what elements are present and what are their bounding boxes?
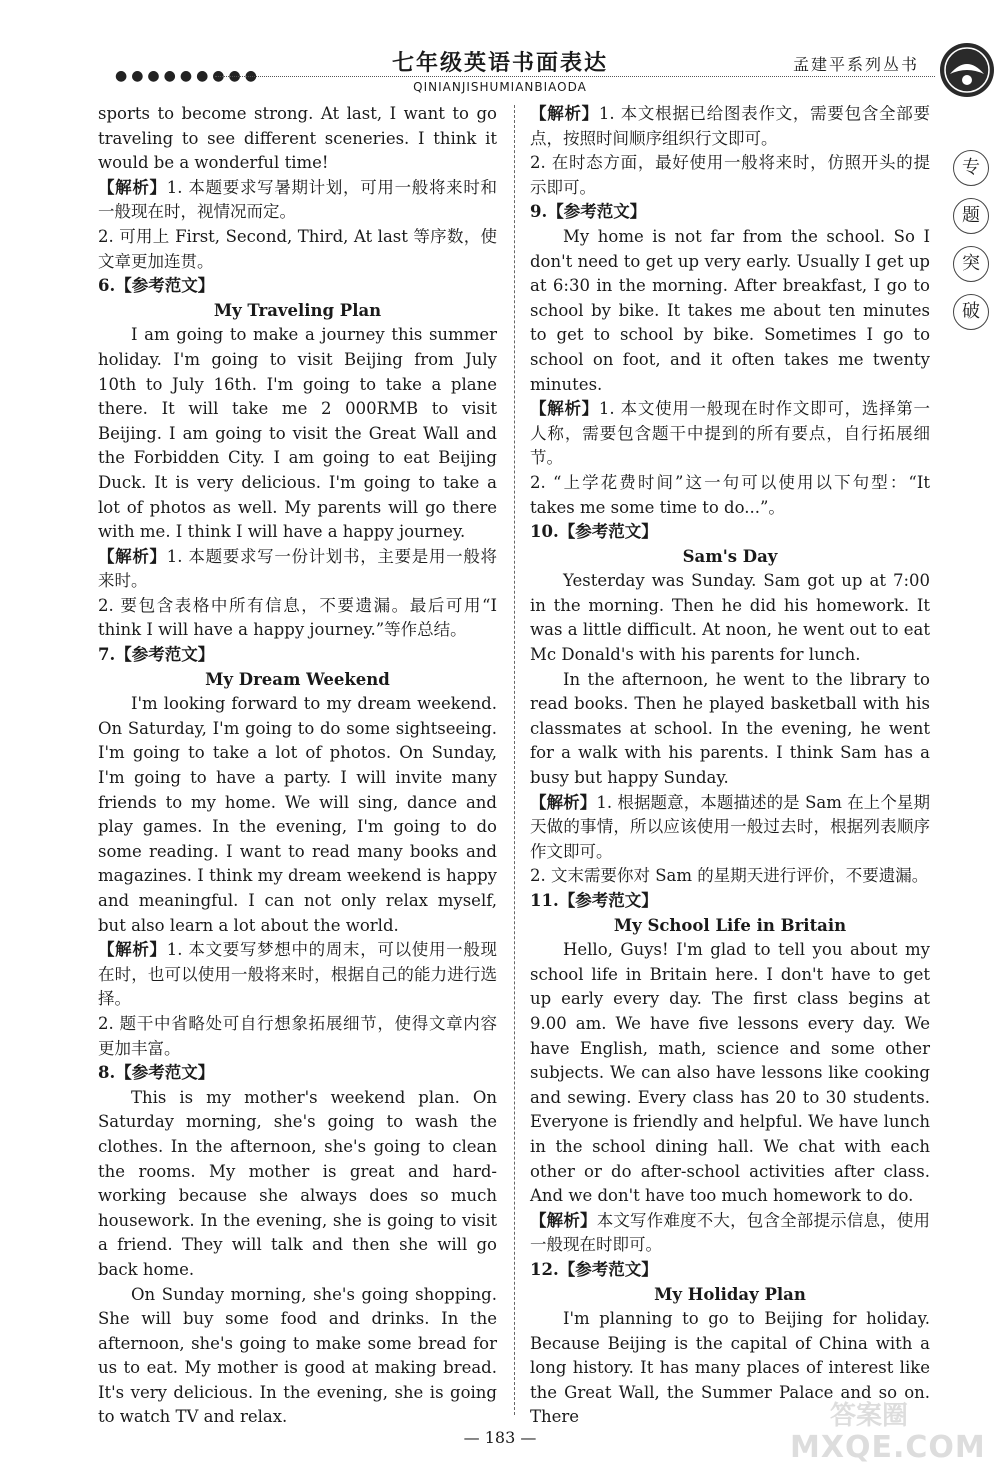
left-column [98, 102, 497, 1430]
essay-paragraph: Hello, Guys! I'm glad to tell you about my school life in Britain here. I don't have to get up early every day. The first class begins at 9.00 am. We have five lessons every day. We have English, math, science and some other subjects. We can also have lessons like cooking and sewing. Every class has 20 to 30 students. Everyone is friendly and helpful. We have lunch in the school dining hall. We chat with each other or do after-school activities after class. And we don't have too much homework to do. [530, 940, 930, 1206]
analysis-tag: 【解析】 [530, 1210, 597, 1230]
essay-paragraph: Yesterday was Sunday. Sam got up at 7:00 in the morning. Then he did his homework. It was a little difficult. At noon, he went out to eat Mc Donald's with his parents for lunch. [530, 571, 930, 665]
column-divider [514, 105, 515, 1415]
text-paragraph: 2. 文末需要你对 Sam 的星期天进行评价，不要遗漏。 [530, 866, 929, 886]
essay-title: Sam's Day [682, 546, 778, 566]
analysis-tag: 【解析】 [530, 792, 597, 812]
analysis-text: 本文写作难度不大，包含全部提示信息，使用一般现在时即可。 [530, 1210, 931, 1255]
analysis-note [98, 938, 497, 1012]
watermark-url: MXQE.COM [790, 1430, 986, 1465]
analysis-note [530, 102, 930, 151]
analysis-tag: 【解析】 [98, 177, 167, 197]
question-number: 8.【参考范文】 [98, 1063, 215, 1083]
analysis-note [530, 791, 930, 865]
series-emblem-icon [938, 40, 996, 100]
analysis-text: 1. 根据题意，本题描述的是 Sam 在上个星期天做的事情，所以应该使用一般过去时，根据列表顺序作文即可。 [530, 792, 931, 861]
question-number: 6.【参考范文】 [98, 276, 215, 296]
analysis-text: 1. 本文使用一般现在时作文即可，选择第一人称，需要包含题干中提到的所有要点，自行拓展细节。 [530, 399, 931, 468]
question-number: 11.【参考范文】 [530, 891, 658, 910]
header-dots: ●●●●●●●●● [115, 68, 261, 84]
essay-title: My Traveling Plan [213, 300, 382, 320]
essay-title: My School Life in Britain [613, 915, 847, 935]
analysis-note [530, 397, 930, 471]
question-number: 9.【参考范文】 [530, 202, 647, 222]
analysis-tag: 【解析】 [98, 940, 167, 960]
analysis-text: 1. 本文要写梦想中的周末，可以使用一般现在时，也可以使用一般将来时，根据自己的能力进行选择。 [98, 940, 497, 1009]
essay-paragraph: I am going to make a journey this summer holiday. I'm going to visit Beijing from July 10th to July 16th. I'm going to take a plane there. It will take me 2 000RMB to visit Beijing. I am going to visit the Great Wall and the Forbidden City. I am going to eat Beijing Duck. It is very delicious. I'm going to take a lot of photos as well. My parents will go there with me. I think I will have a happy journey. [98, 325, 497, 542]
essay-paragraph: In the afternoon, he went to the library to read books. Then he played basketball with his classmates at school. In the evening, he went for a walk with his parents. I think Sam has a busy but happy Sunday. [530, 669, 930, 788]
essay-paragraph: I'm looking forward to my dream weekend. On Saturday, I'm going to do some sightseeing. I'm going to take a lot of photos. On Sunday, I'm going to have a party. I will invite many friends to my home. We will sing, dance and play games. In the evening, I'm going to do some reading. I want to read many books and magazines. I think my dream weekend is happy and meaningful. I can not only relax myself, but also learn a lot about the world. [98, 694, 497, 935]
essay-paragraph: My home is not far from the school. So I don't need to get up very early. Usually I get up at 6:30 in the morning. After breakfast, I go to school by bike. It takes me about ten minutes to get to school by bike. Sometimes I go to school on foot, and it often takes me twenty minutes. [530, 226, 930, 394]
analysis-tag: 【解析】 [530, 104, 599, 123]
essay-paragraph: On Sunday morning, she's going shopping. She will buy some food and drinks. In the afternoon, she's going to make some bread for us to eat. My mother is good at making bread. It's very delicious. In the evening, she is going to watch TV and relax. [98, 1284, 497, 1427]
watermark-text: 答案圈 [830, 1401, 909, 1431]
side-tab: 破 [953, 294, 989, 330]
analysis-tag: 【解析】 [98, 546, 167, 566]
analysis-text: 1. 本题要求写一份计划书，主要是用一般将来时。 [98, 546, 497, 591]
analysis-note [98, 176, 497, 225]
right-column [530, 102, 930, 1430]
essay-title: My Dream Weekend [205, 669, 390, 689]
side-tab: 突 [953, 246, 989, 282]
essay-paragraph: This is my mother's weekend plan. On Saturday morning, she's going to wash the clothes. In the afternoon, she's going to clean the rooms. My mother is great and hard-working because she always does so much housework. In the evening, she is going to visit a friend. They will talk and then she will go back home. [98, 1087, 497, 1279]
text-paragraph: sports to become strong. At last, I want to go traveling to see different sceneries. I think it would be a wonderful time! [98, 104, 497, 173]
analysis-text: 1. 本文根据已给图表作文，需要包含全部要点，按照时间顺序组织行文即可。 [530, 104, 931, 148]
essay-title: My Holiday Plan [654, 1284, 806, 1304]
book-title: 七年级英语书面表达 [391, 50, 608, 76]
essay-paragraph: I'm planning to go to Beijing for holiday. Because Beijing is the capital of China with a long history. It has many places of interest like the Great Wall, the Summer Palace and so on. There [530, 1309, 930, 1427]
text-paragraph: 2. 要包含表格中所有信息，不要遗漏。最后可用“I think I will have a happy journey.”等作总结。 [98, 595, 497, 640]
side-tab: 专 [953, 150, 989, 186]
question-number: 7.【参考范文】 [98, 645, 215, 665]
topic-side-tabs [953, 150, 993, 342]
question-number: 10.【参考范文】 [530, 522, 658, 542]
watermark [790, 1400, 990, 1465]
series-name: 孟建平系列丛书 [793, 55, 920, 74]
text-paragraph: 2. “上学花费时间”这一句可以使用以下句型：“It takes me some time to do...”。 [530, 472, 930, 517]
question-number: 12.【参考范文】 [530, 1259, 658, 1279]
text-paragraph: 2. 可用上 First, Second, Third, At last 等序数，使文章更加连贯。 [98, 226, 497, 271]
text-paragraph: 2. 题干中省略处可自行想象拓展细节，使得文章内容更加丰富。 [98, 1013, 497, 1058]
analysis-note [530, 1209, 930, 1258]
analysis-note [98, 545, 497, 594]
text-paragraph: 2. 在时态方面，最好使用一般将来时，仿照开头的提示即可。 [530, 153, 930, 197]
page-header [0, 0, 1000, 95]
book-title-pinyin: QINIANJISHUMIANBIAODA [413, 80, 587, 94]
side-tab: 题 [953, 198, 989, 234]
analysis-tag: 【解析】 [530, 399, 599, 419]
page-number: — 183 — [463, 1428, 537, 1447]
analysis-text: 1. 本题要求写暑期计划，可用一般将来时和一般现在时，视情况而定。 [98, 177, 497, 222]
